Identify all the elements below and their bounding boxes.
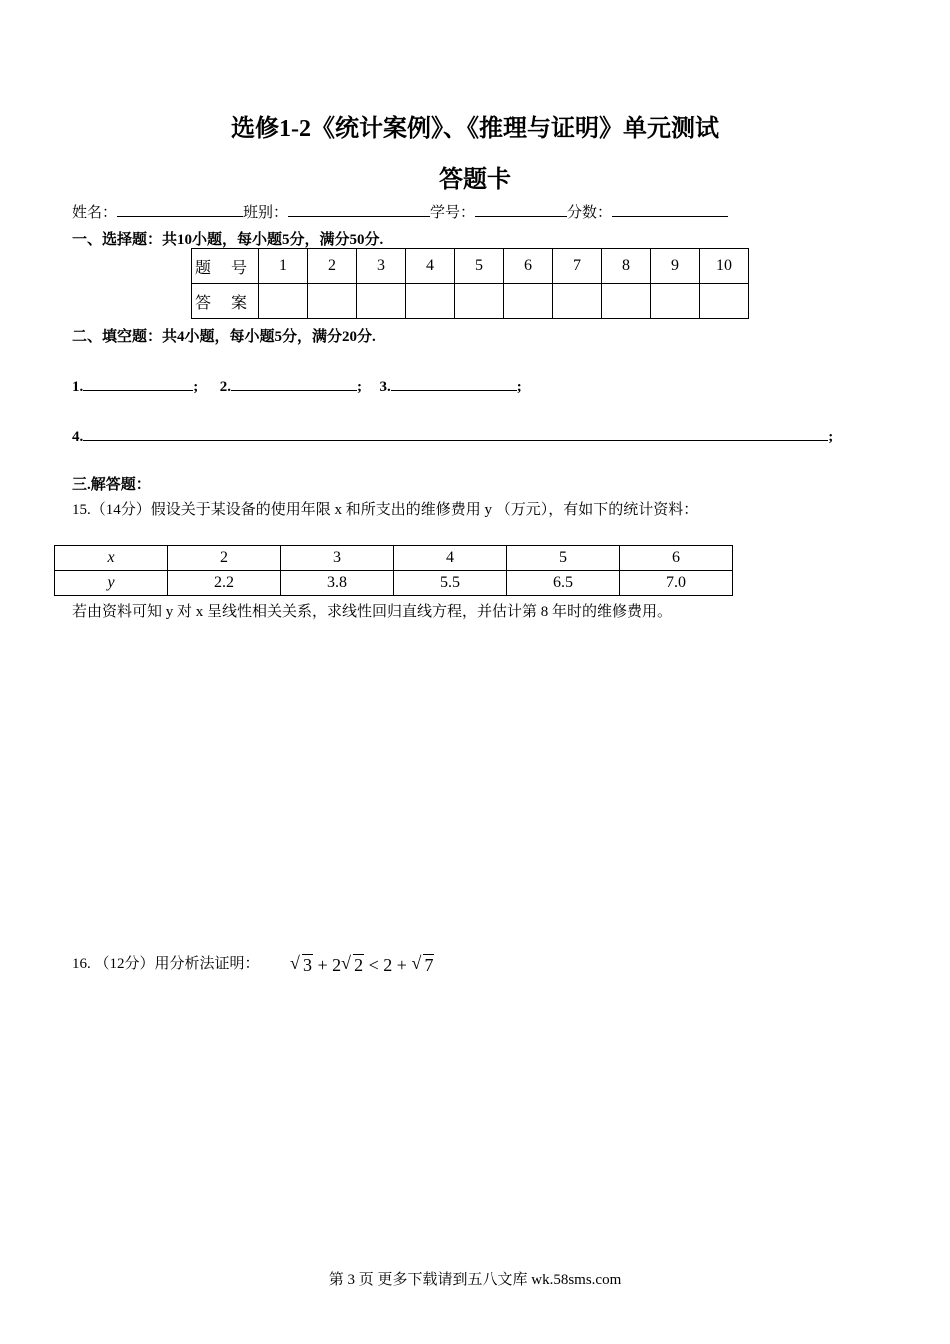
y-label: y bbox=[55, 571, 168, 596]
score-blank[interactable] bbox=[612, 202, 728, 217]
y-value: 2.2 bbox=[168, 571, 281, 596]
question-number: 7 bbox=[553, 249, 602, 284]
x-label: x bbox=[55, 546, 168, 571]
question-number: 3 bbox=[357, 249, 406, 284]
question-number-row bbox=[192, 249, 749, 284]
answer-cell[interactable] bbox=[308, 284, 357, 319]
question-number: 9 bbox=[651, 249, 700, 284]
class-label: 班别： bbox=[243, 205, 289, 221]
sqrt-3: √ 3 bbox=[290, 953, 312, 975]
row-label-answer: 答 案 bbox=[192, 284, 259, 319]
x-value: 3 bbox=[281, 546, 394, 571]
page-subtitle: 答题卡 bbox=[439, 167, 511, 193]
formula-plus-2: + 2 bbox=[317, 955, 342, 975]
x-value: 4 bbox=[394, 546, 507, 571]
question-number: 2 bbox=[308, 249, 357, 284]
fill-blanks-line-1 bbox=[72, 375, 522, 396]
section2-heading: 二、填空题：共4小题，每小题5分，满分20分. bbox=[72, 329, 376, 345]
fill-separator: ; bbox=[516, 379, 522, 395]
formula-less-than: < 2 + bbox=[368, 955, 407, 975]
y-value: 6.5 bbox=[507, 571, 620, 596]
question-number: 5 bbox=[455, 249, 504, 284]
answer-cell[interactable] bbox=[651, 284, 700, 319]
answer-cell[interactable] bbox=[602, 284, 651, 319]
name-blank[interactable] bbox=[117, 202, 243, 217]
page-footer: 第 3 页 更多下载请到五八文库 wk.58sms.com bbox=[328, 1272, 622, 1288]
answer-cell[interactable] bbox=[406, 284, 455, 319]
answer-cell[interactable] bbox=[504, 284, 553, 319]
x-value: 2 bbox=[168, 546, 281, 571]
x-value: 5 bbox=[507, 546, 620, 571]
radical-icon: √ bbox=[290, 953, 300, 973]
x-value: 6 bbox=[620, 546, 733, 571]
question-15-prompt: 若由资料可知 y 对 x 呈线性相关关系，求线性回归直线方程，并估计第 8 年时的维修费用。 bbox=[72, 604, 673, 620]
answer-cell[interactable] bbox=[553, 284, 602, 319]
fill-separator: ; bbox=[193, 379, 199, 395]
id-blank[interactable] bbox=[475, 202, 567, 217]
fill-blank-3[interactable] bbox=[391, 375, 517, 391]
statistics-data-table bbox=[54, 545, 733, 596]
fill-separator: ; bbox=[828, 429, 834, 445]
choice-answer-table bbox=[191, 248, 749, 319]
inequality-formula bbox=[290, 955, 434, 976]
fill-item-4-label: 4. bbox=[72, 429, 84, 445]
fill-blank-2[interactable] bbox=[231, 375, 357, 391]
question-number: 4 bbox=[406, 249, 455, 284]
id-label: 学号： bbox=[430, 205, 476, 221]
question-number: 10 bbox=[700, 249, 749, 284]
fill-separator: ; bbox=[357, 379, 362, 395]
student-info-line bbox=[72, 201, 728, 222]
section1-heading: 一、选择题：共10小题，每小题5分，满分50分. bbox=[72, 232, 384, 248]
question-number: 8 bbox=[602, 249, 651, 284]
fill-item-1-label: 1. bbox=[72, 379, 84, 395]
answer-row bbox=[192, 284, 749, 319]
y-value: 7.0 bbox=[620, 571, 733, 596]
answer-cell[interactable] bbox=[259, 284, 308, 319]
answer-cell[interactable] bbox=[357, 284, 406, 319]
y-row bbox=[55, 571, 733, 596]
sqrt-7: √ 7 bbox=[411, 953, 434, 975]
radical-icon: √ bbox=[411, 953, 422, 973]
question-number: 1 bbox=[259, 249, 308, 284]
sqrt-2: √ 2 bbox=[341, 953, 364, 975]
radical-icon: √ bbox=[341, 953, 352, 973]
name-label: 姓名： bbox=[72, 205, 118, 221]
question-number: 6 bbox=[504, 249, 553, 284]
question-16-text: 16. （12分）用分析法证明： bbox=[72, 956, 260, 972]
fill-blank-4[interactable] bbox=[83, 425, 828, 441]
question-15-text: 15.（14分）假设关于某设备的使用年限 x 和所支出的维修费用 y （万元），有如下的统计资料： bbox=[72, 502, 699, 518]
y-value: 3.8 bbox=[281, 571, 394, 596]
x-row bbox=[55, 546, 733, 571]
section3-heading: 三.解答题： bbox=[72, 477, 151, 493]
fill-item-2-label: 2. bbox=[219, 379, 231, 395]
fill-blanks-line-4 bbox=[72, 425, 833, 446]
class-blank[interactable] bbox=[288, 202, 430, 217]
fill-blank-1[interactable] bbox=[83, 375, 193, 391]
fill-item-3-label: 3. bbox=[379, 379, 391, 395]
y-value: 5.5 bbox=[394, 571, 507, 596]
answer-cell[interactable] bbox=[455, 284, 504, 319]
row-label-number: 题 号 bbox=[192, 249, 259, 284]
answer-cell[interactable] bbox=[700, 284, 749, 319]
score-label: 分数： bbox=[567, 205, 613, 221]
page-title: 选修1-2《统计案例》、《推理与证明》单元测试 bbox=[231, 116, 719, 142]
